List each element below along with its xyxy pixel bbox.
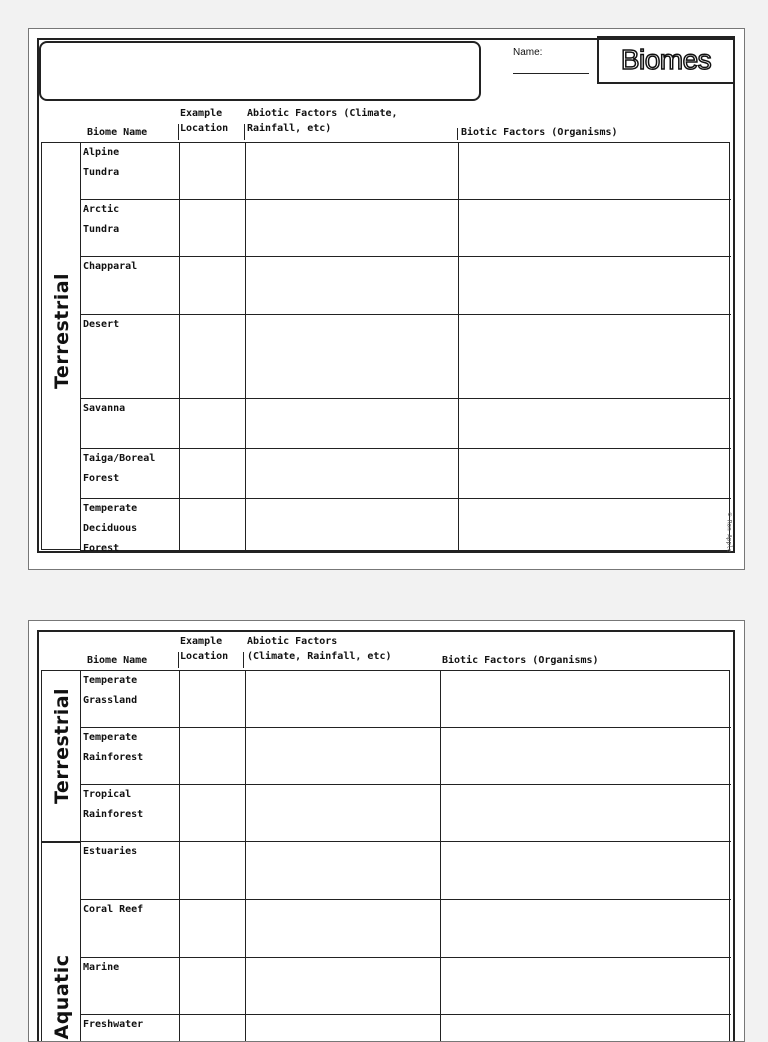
biome-name-line: Estuaries	[83, 846, 138, 857]
example-location-cell[interactable]	[180, 449, 246, 499]
terrestrial-sidebar	[41, 142, 81, 550]
name-label: Name:	[513, 47, 543, 58]
biotic-factors-cell[interactable]	[441, 958, 731, 1015]
abiotic-factors-cell[interactable]	[246, 257, 459, 315]
biotic-factors-cell[interactable]	[459, 399, 731, 449]
biome-name-cell	[81, 1015, 180, 1042]
aquatic-sidebar	[41, 842, 81, 1042]
biotic-factors-cell[interactable]	[459, 315, 731, 399]
header-example	[180, 106, 228, 136]
terrestrial-label: Terrestrial	[51, 272, 73, 389]
copyright-text: © Ron Apple	[725, 512, 733, 553]
worksheet-page-2	[28, 620, 745, 1042]
abiotic-factors-cell[interactable]	[246, 1015, 441, 1042]
biome-name-line: Tundra	[83, 224, 120, 235]
biome-name-line: Temperate	[83, 732, 138, 743]
aquatic-label: Aquatic	[51, 954, 73, 1040]
biome-name-line: Marine	[83, 962, 120, 973]
header-example	[180, 634, 228, 664]
example-location-cell[interactable]	[180, 728, 246, 785]
abiotic-factors-cell[interactable]	[246, 449, 459, 499]
example-location-cell[interactable]	[180, 257, 246, 315]
abiotic-factors-cell[interactable]	[246, 499, 459, 552]
biome-name-cell	[81, 315, 180, 399]
example-location-cell[interactable]	[180, 958, 246, 1015]
name-field[interactable]	[513, 73, 589, 74]
biome-name-cell	[81, 257, 180, 315]
header-example-line-2: Location	[180, 651, 229, 662]
biome-name-cell	[81, 842, 180, 900]
terrestrial-sidebar	[41, 670, 81, 842]
biotic-factors-cell[interactable]	[441, 900, 731, 958]
logo-text: Biomes	[620, 44, 712, 75]
biome-name-line: Chapparal	[83, 261, 138, 272]
abiotic-factors-cell[interactable]	[246, 842, 441, 900]
biome-name-cell	[81, 499, 180, 552]
biotic-factors-cell[interactable]	[459, 143, 731, 200]
biome-name-line: Coral Reef	[83, 904, 144, 915]
biome-name-cell	[81, 728, 180, 785]
biome-name-cell	[81, 399, 180, 449]
header-biotic: Biotic Factors (Organisms)	[461, 127, 618, 138]
example-location-cell[interactable]	[180, 143, 246, 200]
biome-name-cell	[81, 200, 180, 257]
example-location-cell[interactable]	[180, 1015, 246, 1042]
biome-name-line: Temperate	[83, 675, 138, 686]
abiotic-factors-cell[interactable]	[246, 728, 441, 785]
example-location-cell[interactable]	[180, 900, 246, 958]
biome-name-line: Taiga/Boreal	[83, 453, 156, 464]
abiotic-factors-cell[interactable]	[246, 143, 459, 200]
example-location-cell[interactable]	[180, 315, 246, 399]
header-example-line-2: Location	[180, 123, 229, 134]
worksheet-page-1	[28, 28, 745, 570]
biome-table	[80, 670, 730, 1042]
biome-name-line: Forest	[83, 473, 120, 484]
header-abiotic	[247, 106, 398, 136]
biotic-factors-cell[interactable]	[441, 1015, 731, 1042]
biome-name-cell	[81, 900, 180, 958]
abiotic-factors-cell[interactable]	[246, 900, 441, 958]
biome-name-line: Rainforest	[83, 752, 144, 763]
biotic-factors-cell[interactable]	[459, 257, 731, 315]
abiotic-factors-cell[interactable]	[246, 399, 459, 449]
biome-name-line: Deciduous	[83, 523, 138, 534]
example-location-cell[interactable]	[180, 399, 246, 449]
header-tick	[244, 124, 245, 140]
header-abiotic-line-1: Abiotic Factors (Climate,	[247, 108, 398, 119]
header-example-line-1: Example	[180, 108, 223, 119]
biotic-factors-cell[interactable]	[441, 671, 731, 728]
example-location-cell[interactable]	[180, 200, 246, 257]
header-tick	[178, 124, 179, 140]
abiotic-factors-cell[interactable]	[246, 671, 441, 728]
header-biotic: Biotic Factors (Organisms)	[442, 655, 599, 666]
example-location-cell[interactable]	[180, 842, 246, 900]
abiotic-factors-cell[interactable]	[246, 958, 441, 1015]
biome-name-line: Temperate	[83, 503, 138, 514]
biome-name-cell	[81, 785, 180, 842]
biotic-factors-cell[interactable]	[459, 200, 731, 257]
biome-name-cell	[81, 958, 180, 1015]
biome-name-cell	[81, 143, 180, 200]
abiotic-factors-cell[interactable]	[246, 315, 459, 399]
abiotic-factors-cell[interactable]	[246, 785, 441, 842]
biome-name-line: Arctic	[83, 204, 120, 215]
example-location-cell[interactable]	[180, 785, 246, 842]
biome-name-line: Grassland	[83, 695, 138, 706]
terrestrial-label: Terrestrial	[51, 687, 73, 804]
biome-name-line: Tundra	[83, 167, 120, 178]
biotic-factors-cell[interactable]	[441, 785, 731, 842]
biome-name-line: Tropical	[83, 789, 132, 800]
header-biome-name: Biome Name	[87, 127, 148, 138]
biotic-factors-cell[interactable]	[459, 449, 731, 499]
abiotic-factors-cell[interactable]	[246, 200, 459, 257]
header-abiotic-line-1: Abiotic Factors	[247, 636, 338, 647]
header-biome-name: Biome Name	[87, 655, 148, 666]
example-location-cell[interactable]	[180, 671, 246, 728]
biome-name-line: Savanna	[83, 403, 126, 414]
biome-name-line: Desert	[83, 319, 120, 330]
header-tick	[178, 652, 179, 668]
header-tick	[457, 128, 458, 140]
biotic-factors-cell[interactable]	[441, 842, 731, 900]
biome-name-line: Rainforest	[83, 809, 144, 820]
biome-table	[80, 142, 733, 554]
biomes-logo	[597, 36, 735, 84]
header-abiotic-line-2: (Climate, Rainfall, etc)	[247, 651, 392, 662]
biome-name-cell	[81, 671, 180, 728]
biotic-factors-cell[interactable]	[441, 728, 731, 785]
header-example-line-1: Example	[180, 636, 223, 647]
biome-name-line: Freshwater	[83, 1019, 144, 1030]
header-abiotic	[247, 634, 392, 664]
biotic-factors-cell[interactable]	[459, 499, 731, 552]
biome-name-line: Forest	[83, 543, 120, 554]
header-abiotic-line-2: Rainfall, etc)	[247, 123, 332, 134]
biome-name-cell	[81, 449, 180, 499]
header-tick	[243, 652, 244, 668]
title-box[interactable]	[39, 41, 481, 101]
example-location-cell[interactable]	[180, 499, 246, 552]
biome-name-line: Alpine	[83, 147, 120, 158]
